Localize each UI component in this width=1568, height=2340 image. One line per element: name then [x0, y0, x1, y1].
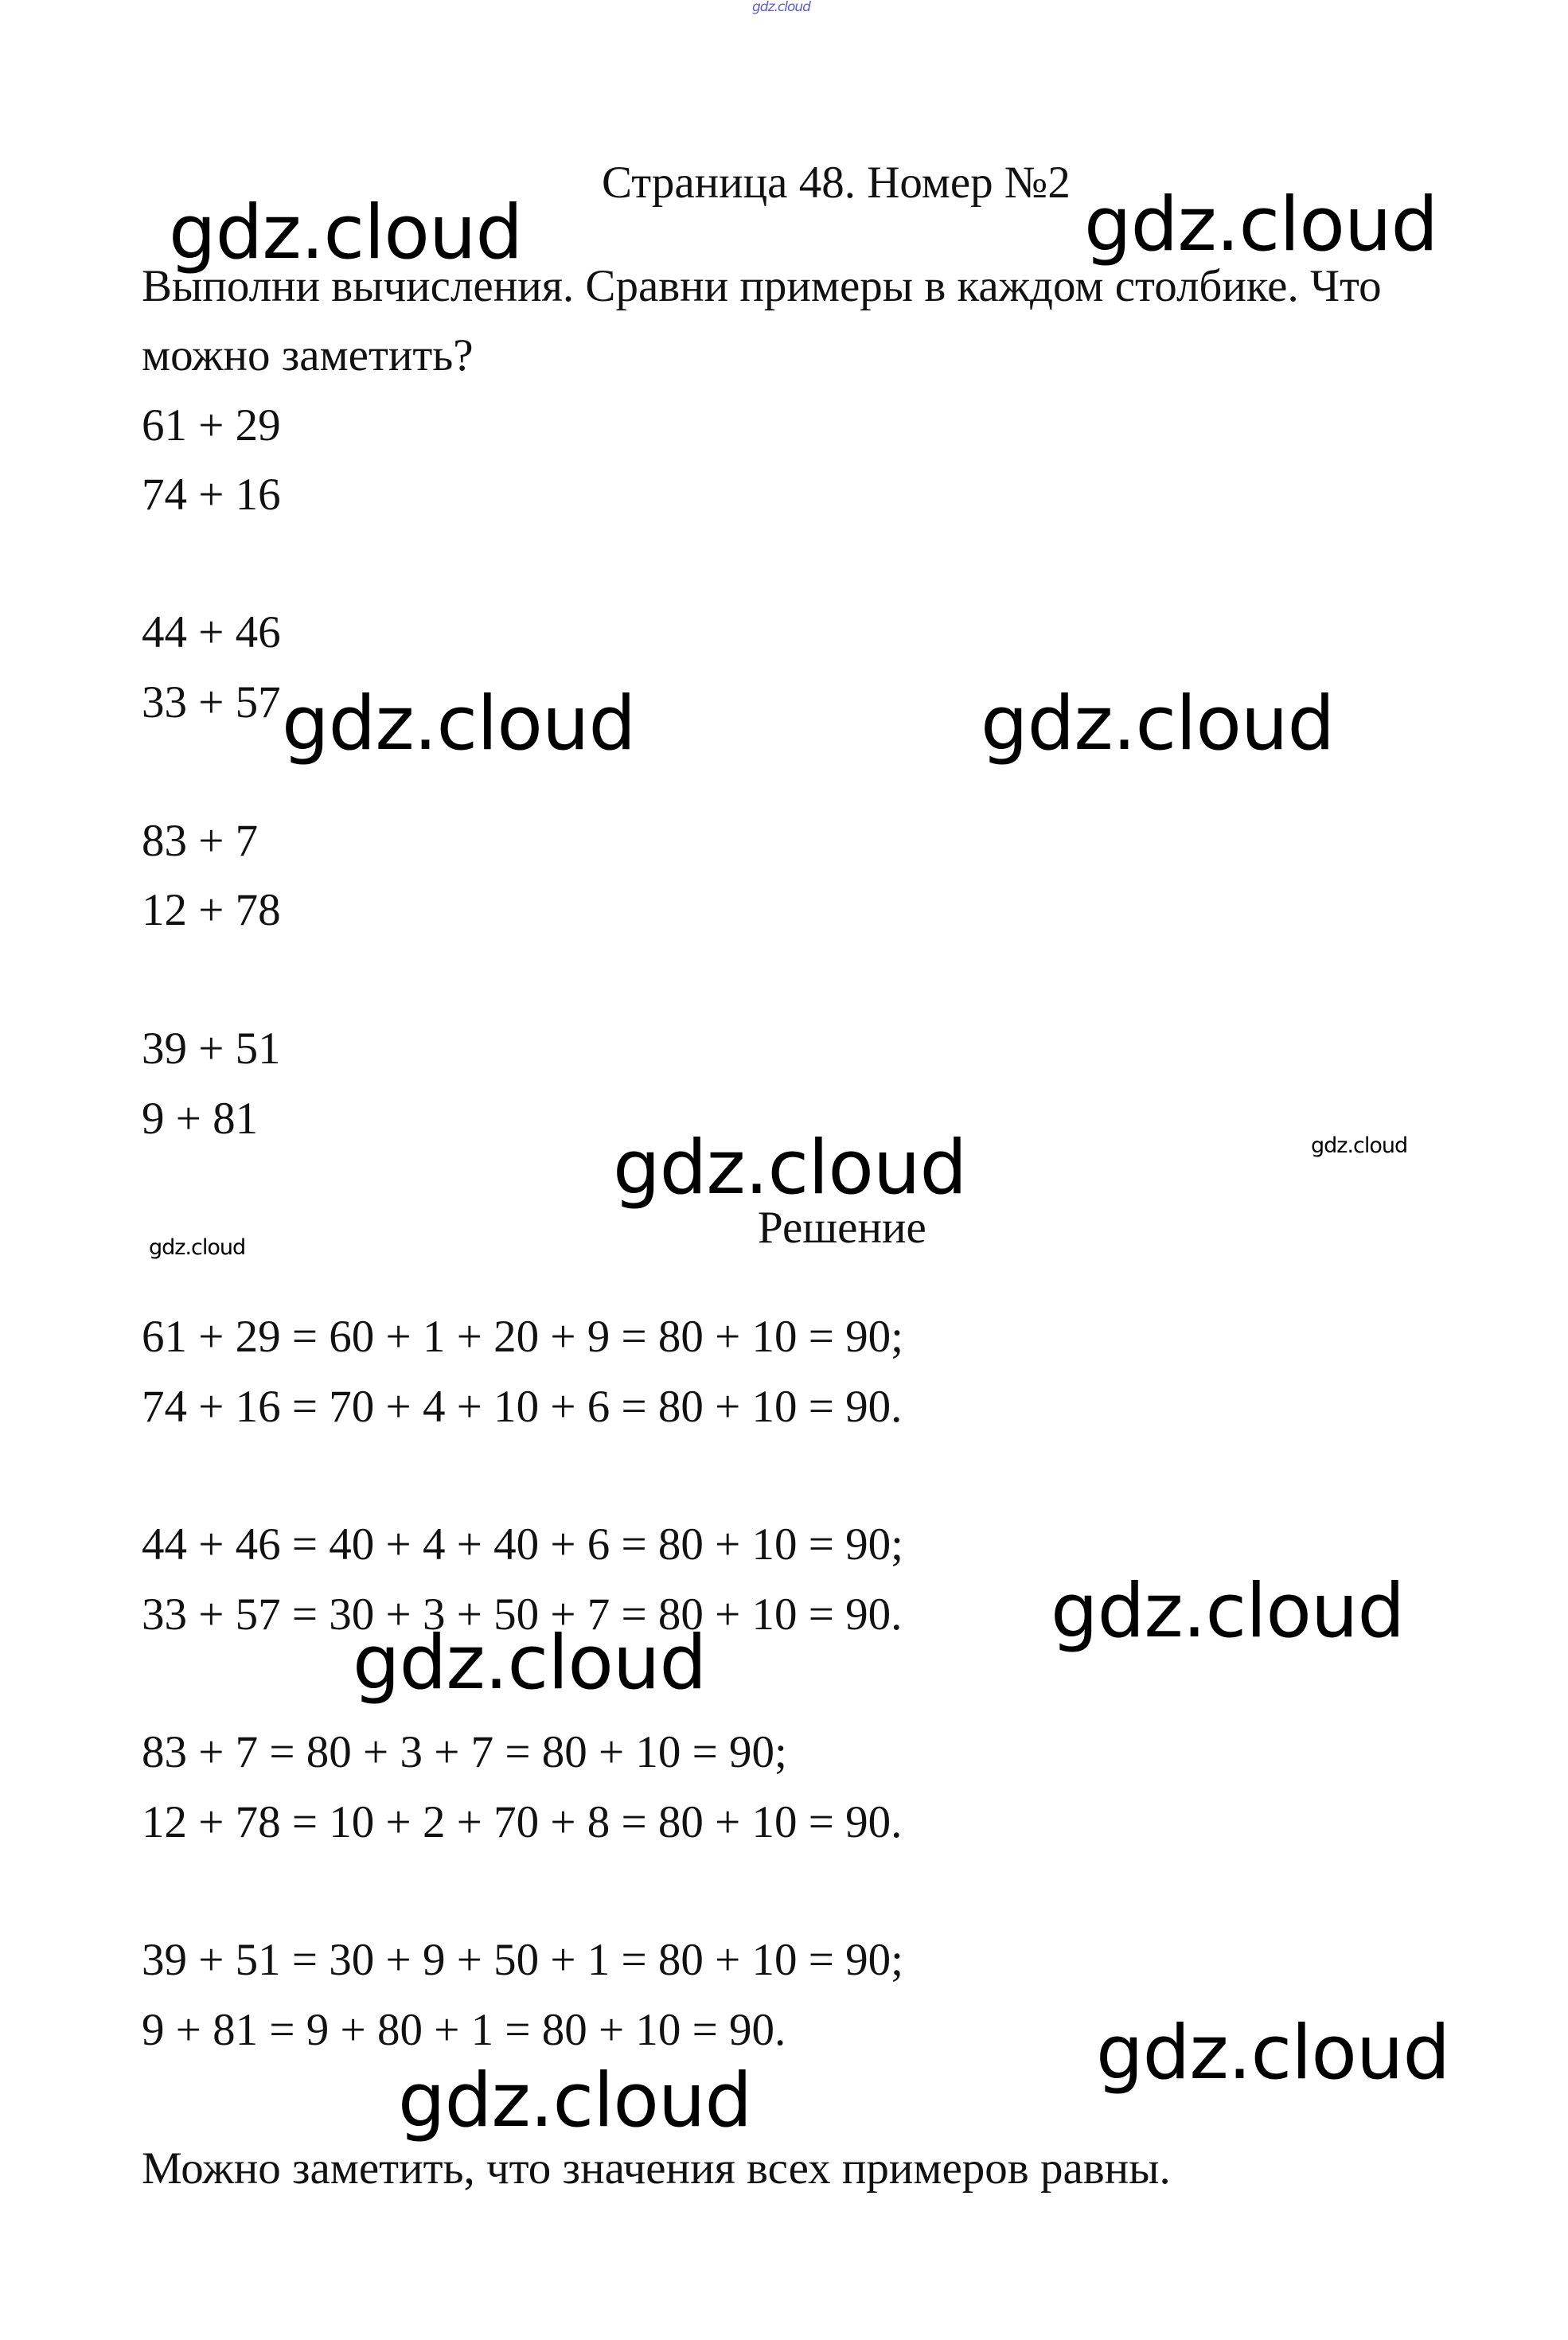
watermark: gdz.cloud [981, 681, 1335, 767]
solution-line: 61 + 29 = 60 + 1 + 20 + 9 = 80 + 10 = 90; [142, 1312, 904, 1362]
watermark: gdz.cloud [398, 2057, 752, 2144]
solution-line: 83 + 7 = 80 + 3 + 7 = 80 + 10 = 90; [142, 1727, 787, 1777]
solution-line: 12 + 78 = 10 + 2 + 70 + 8 = 80 + 10 = 90. [142, 1797, 903, 1847]
watermark: gdz.cloud [1051, 1568, 1405, 1655]
watermark-small: gdz.cloud [149, 1235, 246, 1260]
example-item: 39 + 51 [142, 1024, 281, 1074]
example-item: 74 + 16 [142, 470, 281, 520]
solution-line: 33 + 57 = 30 + 3 + 50 + 7 = 80 + 10 = 90. [142, 1589, 903, 1640]
example-item: 83 + 7 [142, 816, 259, 866]
example-item: 33 + 57 [142, 677, 281, 727]
conclusion-text: Можно заметить, что значения всех примеров равны. [142, 2143, 1171, 2194]
watermark: gdz.cloud [353, 1620, 707, 1706]
watermark: gdz.cloud [282, 681, 636, 767]
example-item: 9 + 81 [142, 1094, 259, 1144]
watermark-small: gdz.cloud [1311, 1133, 1408, 1158]
solution-heading: Решение [758, 1203, 926, 1253]
solution-line: 9 + 81 = 9 + 80 + 1 = 80 + 10 = 90. [142, 2005, 786, 2055]
example-item: 61 + 29 [142, 400, 281, 450]
watermark: gdz.cloud [169, 189, 523, 276]
task-text-line-1: Выполни вычисления. Сравни примеры в каждом столбике. Что [142, 261, 1382, 311]
watermark: gdz.cloud [1096, 2010, 1450, 2096]
top-watermark: gdz.cloud [752, 0, 810, 15]
example-item: 44 + 46 [142, 607, 281, 657]
page-title: Страница 48. Номер №2 [602, 158, 1071, 208]
solution-line: 44 + 46 = 40 + 4 + 40 + 6 = 80 + 10 = 90; [142, 1519, 904, 1570]
watermark: gdz.cloud [1084, 181, 1438, 268]
solution-line: 39 + 51 = 30 + 9 + 50 + 1 = 80 + 10 = 90; [142, 1935, 904, 1985]
watermark: gdz.cloud [613, 1125, 967, 1211]
solution-line: 74 + 16 = 70 + 4 + 10 + 6 = 80 + 10 = 90. [142, 1382, 903, 1432]
example-item: 12 + 78 [142, 885, 281, 935]
task-text-line-2: можно заметить? [142, 330, 474, 380]
